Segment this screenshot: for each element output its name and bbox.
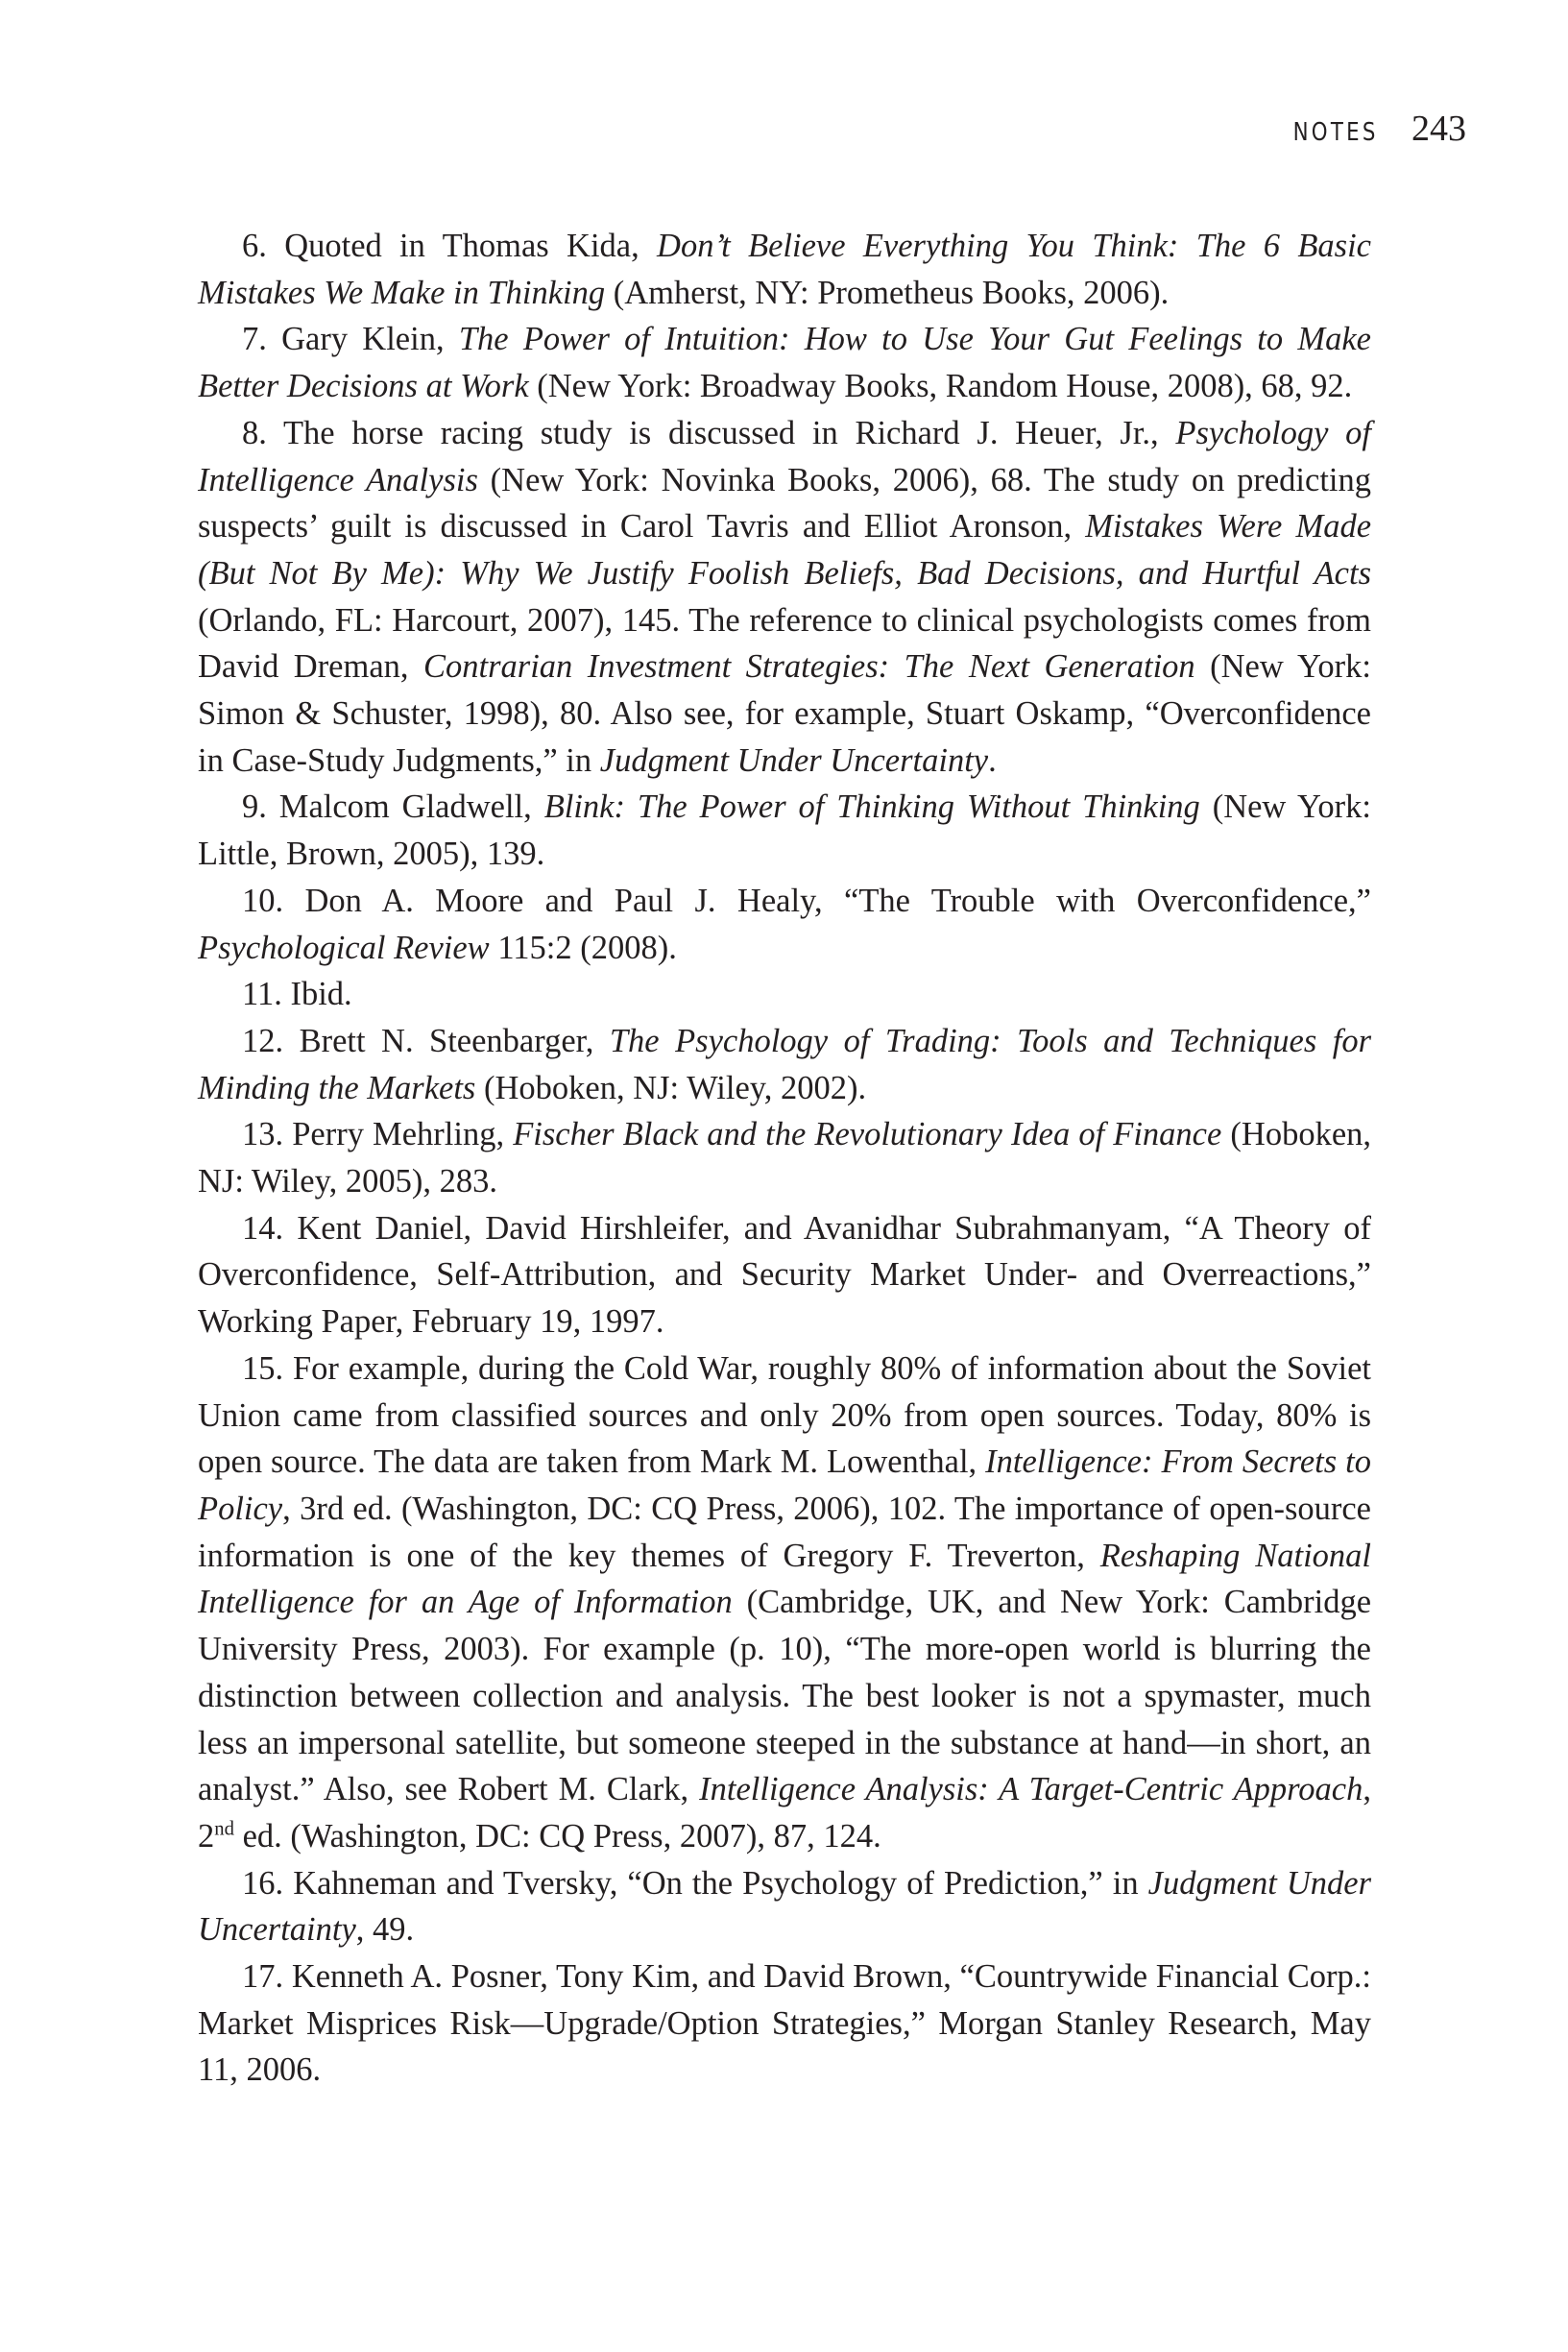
endnote-number: 15.: [242, 1349, 293, 1387]
endnote-title-italic: Fischer Black and the Revolutionary Idea of Finance: [513, 1116, 1222, 1153]
endnote-text: Malcom Gladwell,: [278, 788, 544, 826]
endnote-7: [198, 316, 1371, 409]
endnote-text: Don A. Moore and Paul J. Healy, “The Trouble with Overconfidence,”: [304, 882, 1371, 919]
endnote-number: 6.: [242, 228, 285, 264]
endnote-title-italic: Judgment Under Uncertainty: [599, 741, 989, 779]
endnote-title-italic: The Power of Intuition: How to Use Your Gut Feelings to Make Better Decisions at Work: [198, 321, 1371, 405]
endnote-number: 11.: [242, 976, 291, 1013]
endnote-text: Kahneman and Tversky, “On the Psychology of Prediction,” in: [293, 1864, 1148, 1902]
endnote-title-italic: Contrarian Investment Strategies: The Next Generation: [423, 648, 1195, 686]
page-number: 243: [1411, 109, 1466, 149]
running-head: [1274, 108, 1466, 150]
endnote-title-italic: Psychological Review: [198, 929, 490, 966]
endnote-text: (New York: Novinka Books, 2006), 68. The study on predicting suspects’ guilt is discussed in Carol Tavris and Elliot Aronson,: [198, 461, 1371, 546]
endnote-12: [198, 1018, 1371, 1111]
endnote-number: 9.: [242, 788, 279, 826]
endnote-title-italic: The Psychology of Trading: Tools and Techniques for Minding the Markets: [198, 1022, 1372, 1106]
endnote-text: Kenneth A. Posner, Tony Kim, and David Brown, “Countrywide Financial Corp.: Market Misprices Risk—Upgrade/Option Strategies,” Morgan Stanley Research, May 11, 2006.: [198, 1958, 1371, 2089]
endnote-text: , 3rd ed. (Washington, DC: CQ Press, 2006), 102. The importance of open-source information is one of the key themes of Gregory F. Treverton,: [198, 1490, 1371, 1574]
endnote-text: (Orlando, FL: Harcourt, 2007), 145. The reference to clinical psychologists comes from David Dreman,: [198, 601, 1371, 686]
endnote-11: [198, 971, 1371, 1018]
endnote-number: 12.: [242, 1022, 300, 1059]
endnote-17: [198, 1953, 1371, 2094]
endnote-number: 8.: [242, 414, 283, 451]
endnote-text: 115:2 (2008).: [489, 929, 677, 966]
endnote-title-italic: Mistakes Were Made (But Not By Me): Why We Justify Foolish Beliefs, Bad Decisions, and Hurtful Acts: [198, 508, 1372, 592]
endnote-text: ed. (Washington, DC: CQ Press, 2007), 87, 124.: [233, 1817, 881, 1855]
endnote-text: (New York: Broadway Books, Random House, 2008), 68, 92.: [528, 368, 1353, 405]
endnote-text: Ibid.: [290, 976, 352, 1013]
endnote-14: [198, 1205, 1371, 1346]
endnote-number: 14.: [242, 1209, 298, 1247]
endnote-number: 13.: [242, 1116, 293, 1153]
endnote-8: [198, 410, 1371, 785]
endnote-text: (Cambridge, UK, and New York: Cambridge University Press, 2003). For example (p. 10), “The more-open world is blurring the distinction between collection and analysis. The best looker is not a spymaster, much less an impersonal satellite, but someone steeped in the substance at hand—in short, an analyst.” Also, see Robert M. Clark,: [198, 1584, 1372, 1808]
endnote-15: [198, 1346, 1371, 1860]
endnote-text: Perry Mehrling,: [292, 1116, 514, 1153]
endnote-text: (Hoboken, NJ: Wiley, 2002).: [475, 1069, 867, 1106]
endnote-text: Quoted in Thomas Kida,: [284, 228, 658, 264]
endnote-title-italic: Intelligence Analysis: A Target-Centric Approach: [699, 1771, 1363, 1808]
endnote-title-italic: Reshaping National Intelligence for an Age of Information: [198, 1537, 1372, 1621]
endnote-text: , 49.: [355, 1911, 415, 1949]
endnote-number: 7.: [242, 321, 282, 358]
endnotes-list: [198, 223, 1371, 2094]
endnote-text: (New York: Simon & Schuster, 1998), 80. Also see, for example, Stuart Oskamp, “Overconfidence in Case-Study Judgments,” in: [198, 648, 1371, 779]
endnote-title-italic: Psychology of Intelligence Analysis: [198, 414, 1371, 498]
endnote-title-italic: Judgment Under Uncertainty: [198, 1864, 1372, 1949]
endnote-text: , 2: [198, 1771, 1371, 1855]
endnote-10: [198, 878, 1371, 971]
endnote-title-italic: Don’t Believe Everything You Think: The 6 Basic Mistakes We Make in Thinking: [198, 228, 1371, 311]
endnote-title-italic: Intelligence: From Secrets to Policy: [198, 1443, 1372, 1527]
section-label: NOTES: [1292, 118, 1379, 147]
endnote-number: 17.: [242, 1958, 292, 1996]
endnote-text: Kent Daniel, David Hirshleifer, and Avanidhar Subrahmanyam, “A Theory of Overconfidence, Self-Attribution, and Security Market Under- and Overreactions,” Working Paper, February 19, 1997.: [198, 1209, 1371, 1341]
endnote-text: (Hoboken, NJ: Wiley, 2005), 283.: [198, 1116, 1372, 1200]
superscript: nd: [214, 1818, 234, 1840]
endnote-13: [198, 1111, 1371, 1204]
endnote-text: Gary Klein,: [281, 321, 459, 358]
endnote-6: [198, 223, 1371, 316]
endnote-9: [198, 784, 1371, 877]
endnote-text: (New York: Little, Brown, 2005), 139.: [198, 788, 1372, 873]
endnote-16: [198, 1860, 1371, 1953]
endnote-number: 10.: [242, 882, 305, 919]
endnote-text: Brett N. Steenbarger,: [299, 1022, 610, 1059]
endnote-text: (Amherst, NY: Prometheus Books, 2006).: [605, 274, 1170, 311]
endnote-text: The horse racing study is discussed in Richard J. Heuer, Jr.,: [282, 414, 1176, 451]
endnote-text: .: [988, 741, 997, 779]
endnote-number: 16.: [242, 1864, 294, 1902]
endnote-title-italic: Blink: The Power of Thinking Without Thinking: [543, 788, 1200, 826]
endnote-text: For example, during the Cold War, roughly 80% of information about the Soviet Union came from classified sources and only 20% from open sources. Today, 80% is open source. The data are taken from Mark M. Lowenthal,: [198, 1349, 1371, 1481]
